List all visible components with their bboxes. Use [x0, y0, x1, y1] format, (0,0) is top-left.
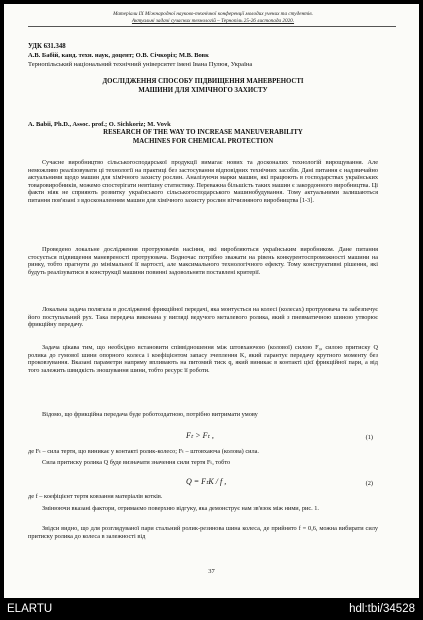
paper-page	[4, 4, 419, 598]
title-en-line2: MACHINES FOR CHEMICAL PROTECTION	[132, 138, 274, 145]
title-ua-line1: ДОСЛІДЖЕННЯ СПОСОБУ ПІДВИЩЕННЯ МАНЕВРЕНОСТІ	[102, 78, 304, 85]
page-number: 37	[208, 568, 215, 575]
paragraph-condition: Відомо, що фрикційна передача буде роботоздатною, потрібно витримати умову	[42, 411, 258, 418]
paragraph-eq1-legend: де Fₜ – сила тертя, що виникає у контакті ролик-колесо; Fₜ – штовхаюча (колова) сила.	[28, 448, 260, 455]
authors-en: A. Babii, Ph.D., Assoc. prof.; O. Sichkoriz; M. Vovk	[28, 121, 171, 128]
title-ua-line2: МАШИНИ ДЛЯ ХІМІЧНОГО ЗАХИСТУ	[138, 87, 268, 94]
equation-1: Fₜ > Fₜ ,	[186, 431, 214, 440]
repository-name: ELARTU	[7, 603, 53, 615]
paragraph-pressure-force: Сила притиску ролика Q буде визначати значення сили тертя Fₜ, тобто	[42, 459, 231, 466]
paragraph-research: Проведено локальне дослідження протруювачів насіння, які виробляються українським виробником. Дане питання стосується підвищення маневреності протруювача. Водночас потрібно зважати на рівень конкурентоспроможності машини на ринку, тобто прагнути до мінімальної її вартості, але максимального технологічного ефекту. Тому конструктивні рішення, які будуть реалізуватися в конструкції машини повинні задовольняти поставлені критерії.	[28, 246, 378, 276]
running-header-line1: Матеріали IX Міжнародної науково-технічної конференції молодих учених та студентів.	[113, 11, 313, 17]
udk-code: УДК 631.348	[28, 43, 66, 50]
paragraph-eq2-legend: де f – коефіцієнт тертя ковзання матеріалів котків.	[28, 493, 163, 500]
header-rule	[28, 26, 396, 27]
paragraph-intro: Сучасне виробництво сільськогосподарської продукції вимагає нових та досконалих технологій вирощування. Але неможливо реалізовувати ці технології на практиці без застосування відповідних технічних засобів. Дані питання є надзвичайно актуальними щодо машин для хімічного захисту рослин. Аналізуючи марки машин, які працюють в господарствах українських товаровиробників, можемо спостерігати невтішну статистику. Переважна більшість таких машин є закордонного виробництва. Ці факти ніяк не сприяють розвитку українського сільськогосподарського машинобудування. Тому актуальними залишаються питання пов'язані з вдосконаленням машин для хімічного захисту рослин вітчизняного виробництва [1-3].	[28, 159, 378, 204]
paragraph-local-task: Локальна задача полягала в дослідженні фрикційної передачі, яка монтується на колесі (колесах) протруювача та забезпечує його поступальний рух. Така передача виконана у вигляді ведучого металевого ролика, який з пневматичною шиною утворює фрикційну передачу.	[28, 306, 378, 329]
handle-link[interactable]: hdl:tbi/34528	[349, 603, 415, 615]
paragraph-problem: Задача цікава тим, що необхідно встановити співвідношення між штовхаючою (колової) силою F₀, силою притиску Q ролика до гумової шини опорного колеса і коефіцієнтом запасу зчеплення K, який гарантує передачу крутного моменту без проковзування. Вказані параметри напряму впливають на питомий тиск q, який виникає в контакті цієї фрикційної пари, а від того залежить швидкість зношування шини, тобто ресурс її роботи.	[28, 344, 378, 374]
paragraph-conclusion: Звідси видно, що для розглядуваної пари стальний ролик-резинова шина колеса, де прийнято f = 0,6, можна вибирати силу притиску ролика до колеса в залежності від	[28, 525, 378, 540]
equation-2: Q = FₜK / f ,	[186, 477, 227, 486]
equation-1-number: (1)	[365, 434, 373, 441]
affiliation: Тернопільський національний технічний університет імені Івана Пулюя, Україна	[28, 61, 253, 68]
paragraph-response-surface: Змінюючи вказані фактори, отримаємо поверхню відгуку, яка демонструє нам зв'язок між ними, рис. 1.	[42, 505, 320, 512]
authors-ua: А.В. Бабій, канд. техн. наук, доцент; О.В. Січкоріз; М.В. Вовк	[28, 52, 209, 59]
running-header-line2: Актуальні задачі сучасних технологій – Тернопіль 25-26 листопада 2020.	[131, 18, 295, 24]
title-en-line1: RESEARCH OF THE WAY TO INCREASE MANEUVERABILITY	[103, 129, 303, 136]
equation-2-number: (2)	[365, 480, 373, 487]
repository-footer	[0, 600, 423, 620]
